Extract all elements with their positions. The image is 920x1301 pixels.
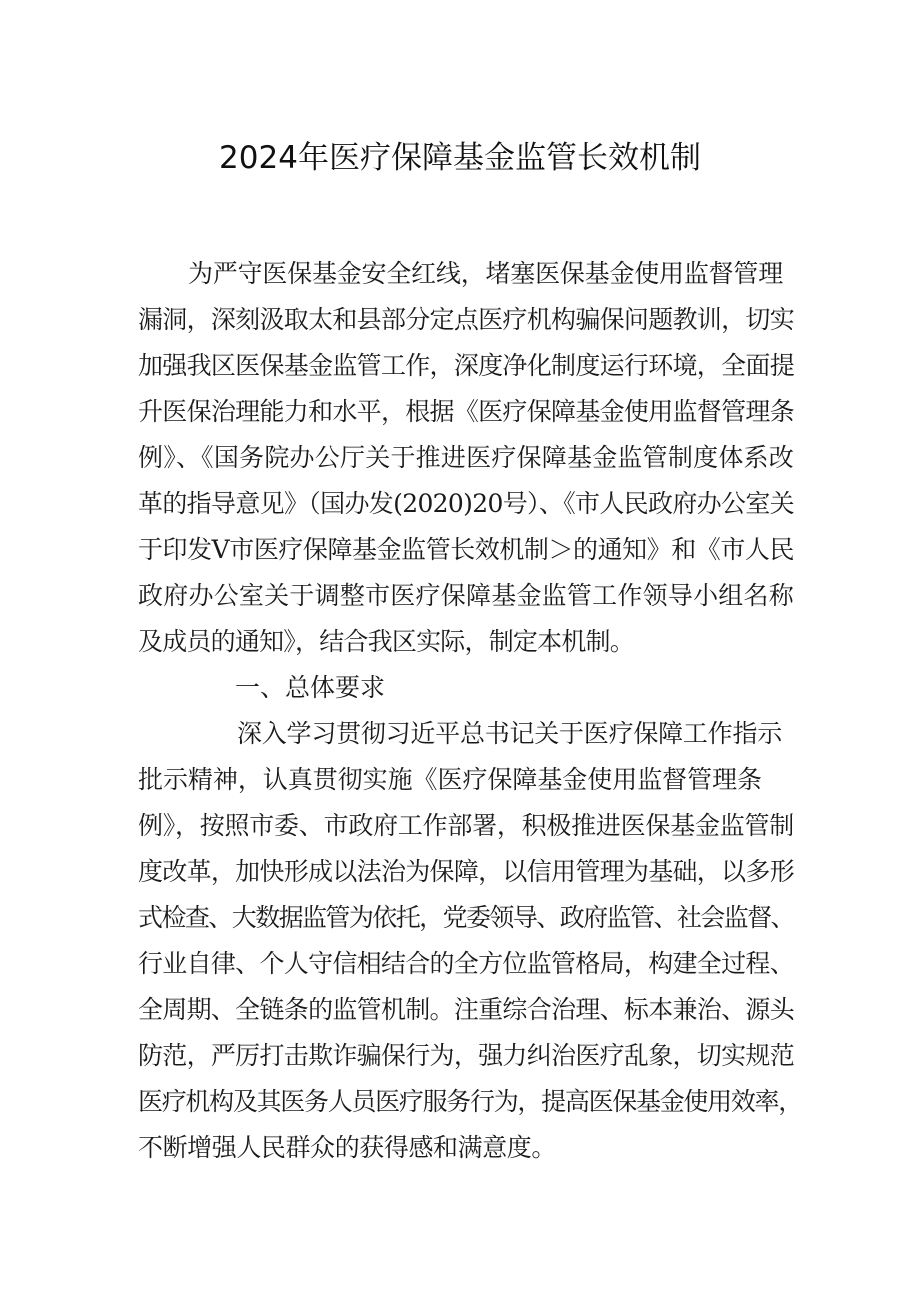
paragraph-line: 防范，严厉打击欺诈骗保行为，强力纠治医疗乱象，切实规范: [138, 1041, 794, 1070]
paragraph-line: 度改革，加快形成以法治为保障，以信用管理为基础，以多形: [138, 857, 794, 886]
paragraph-line: 革的指导意见》（国办发(2020)20号）、《市人民政府办公室关: [138, 489, 794, 518]
paragraph-line: 全周期、全链条的监管机制。注重综合治理、标本兼治、源头: [138, 995, 794, 1024]
paragraph-line: 政府办公室关于调整市医疗保障基金监管工作领导小组名称: [138, 581, 794, 610]
paragraph-line: 深入学习贯彻习近平总书记关于医疗保障工作指示: [237, 719, 782, 748]
paragraph-line: 式检查、大数据监管为依托，党委领导、政府监管、社会监督、: [138, 903, 794, 932]
paragraph-line: 例》、《国务院办公厅关于推进医疗保障基金监管制度体系改: [138, 443, 794, 472]
document-title: 2024年医疗保障基金监管长效机制: [219, 140, 701, 176]
paragraph-line: 升医保治理能力和水平，根据《医疗保障基金使用监督管理条: [138, 397, 794, 426]
paragraph-line: 行业自律、个人守信相结合的全方位监管格局，构建全过程、: [138, 949, 794, 978]
paragraph-line: 为严守医保基金安全红线，堵塞医保基金使用监督管理: [188, 259, 783, 288]
paragraph-line: 批示精神，认真贯彻实施《医疗保障基金使用监督管理条: [138, 765, 762, 794]
section-heading: 一、总体要求: [235, 673, 385, 702]
paragraph-line: 不断增强人民群众的获得感和满意度。: [138, 1133, 556, 1162]
paragraph-line: 及成员的通知》，结合我区实际，制定本机制。: [138, 627, 634, 656]
paragraph-line: 于印发V市医疗保障基金监管长效机制＞的通知》和《市人民: [138, 535, 794, 564]
paragraph-line: 加强我区医保基金监管工作，深度净化制度运行环境，全面提: [138, 351, 794, 380]
paragraph-line: 例》，按照市委、市政府工作部署，积极推进医保基金监管制: [138, 811, 794, 840]
paragraph-line: 医疗机构及其医务人员医疗服务行为，提高医保基金使用效率，: [138, 1087, 802, 1116]
paragraph-line: 漏洞，深刻汲取太和县部分定点医疗机构骗保问题教训，切实: [138, 305, 794, 334]
